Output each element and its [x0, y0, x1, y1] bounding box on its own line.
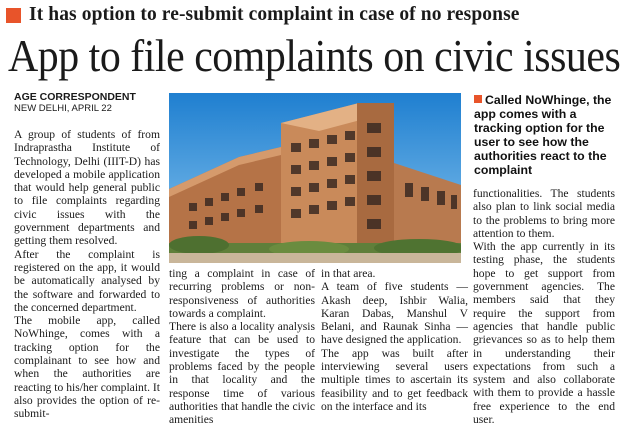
bullet-square-icon — [474, 95, 482, 103]
headline: App to file complaints on civic issues — [8, 31, 621, 81]
kicker — [6, 2, 618, 28]
body-column-3 — [321, 267, 468, 433]
paragraph: The app was built after interviewing several users multiple times to ascertain its feasibility and to get feedback on the interface and its — [321, 346, 468, 413]
pull-quote-text: Called NoWhinge, the app comes with a tracking option for the user to see how the authorities react to the complaint — [474, 93, 612, 177]
body-column-1 — [14, 128, 160, 433]
building-photo-svg — [169, 93, 461, 263]
body-column-2 — [169, 267, 315, 433]
bullet-square-icon — [6, 8, 21, 23]
byline-dateline: NEW DELHI, APRIL 22 — [14, 103, 112, 114]
pull-quote — [474, 93, 617, 177]
kicker-text: It has option to re-submit complaint in case of no response — [29, 4, 520, 25]
byline-author: AGE CORRESPONDENT — [14, 91, 136, 103]
building-photo — [169, 93, 461, 263]
paragraph: After the complaint is registered on the app, it would be automatically analysed by the software and forwarded to the concerned department. — [14, 247, 160, 314]
paragraph: ting a complaint in case of recurring problems or non-responsiveness of authorities towards a complaint. — [169, 267, 315, 320]
paragraph: With the app currently in its testing phase, the students hope to get support from government agencies. The members said that they require the support from agencies that handle public grievances so as to help them in understanding their expectations from such a system and also collaborate with them to provide a hassle free experience to the end user. — [473, 240, 615, 427]
paragraph: A team of five students — Akash deep, Ishbir Walia, Karan Dabas, Manshul V Belani, and Raunak Sinha — have designed the application. — [321, 280, 468, 347]
paragraph: There is also a locality analysis feature that can be used to investigate the types of problems faced by the people in that locality and the response time of various authorities that handle the civic amenities — [169, 320, 315, 427]
byline — [14, 91, 174, 114]
paragraph: A group of students of from Indraprastha Institute of Technology, Delhi (IIIT-D) has developed a mobile application that would help general public to file complaints regarding civic issues with the government departments and getting them resolved. — [14, 128, 160, 248]
paragraph: The mobile app, called NoWhinge, comes with a tracking option for the complainant to see how and when the authorities are reacting to his/her complaint. It also provides the option of re-submit- — [14, 314, 160, 421]
paragraph: in that area. — [321, 267, 376, 280]
body-column-4 — [473, 187, 615, 433]
paragraph: functionalities. The students also plan to link social media to the problems to bring more attention to them. — [473, 187, 615, 240]
